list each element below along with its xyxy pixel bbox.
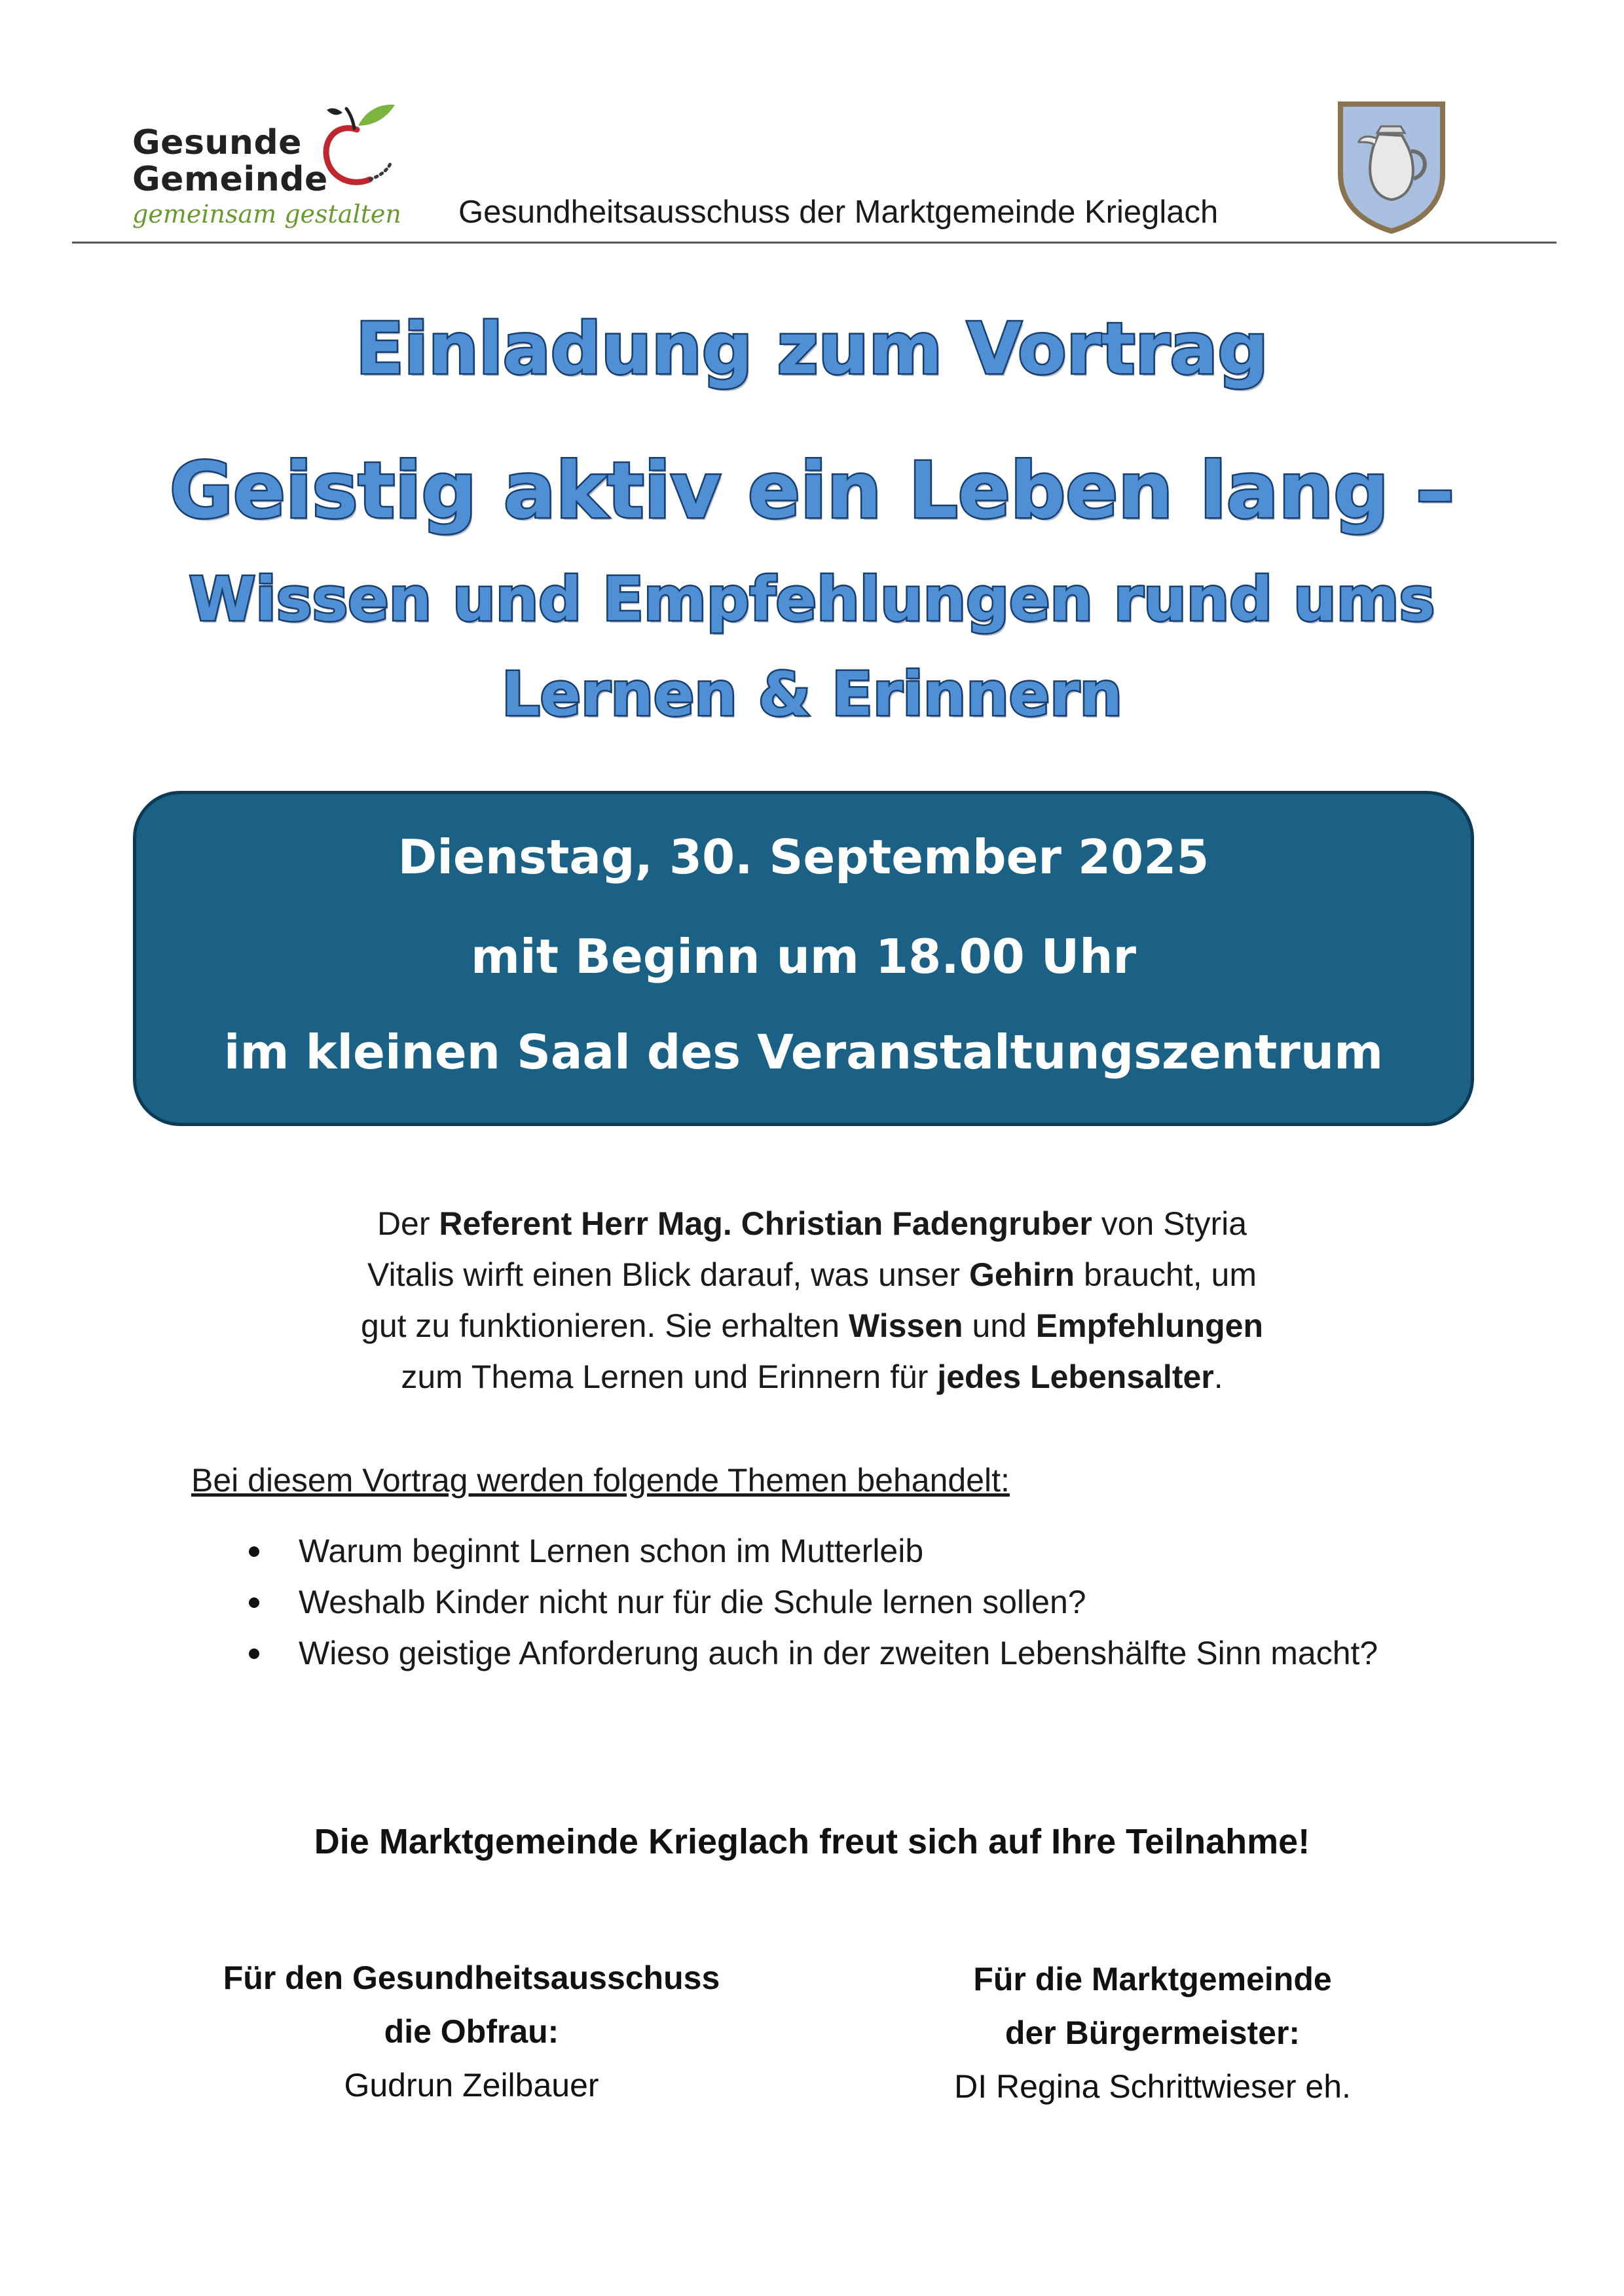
- signature-left-name: Gudrun Zeilbauer: [344, 2067, 599, 2104]
- bullet-icon: [249, 1649, 259, 1659]
- list-item: Warum beginnt Lernen schon im Mutterleib: [249, 1525, 1493, 1576]
- title-invitation: Einladung zum Vortrag: [356, 308, 1268, 390]
- header-subtitle: Gesundheitsausschuss der Marktgemeinde Krieglach: [458, 194, 1219, 230]
- event-date: Dienstag, 30. September 2025: [397, 829, 1209, 884]
- logo-word-gesunde: Gesunde: [132, 123, 302, 162]
- bullet-icon: [249, 1546, 259, 1557]
- intro-paragraph: [223, 1198, 1401, 1402]
- signature-left-title: die Obfrau:: [384, 2013, 559, 2050]
- closing-statement: Die Marktgemeinde Krieglach freut sich auf Ihre Teilnahme!: [314, 1822, 1310, 1861]
- signature-left-role: Für den Gesundheitsausschuss: [223, 1959, 720, 1996]
- topics-list: [249, 1525, 1493, 1679]
- title-subline-1: Wissen und Empfehlungen rund ums: [189, 564, 1435, 634]
- list-item: Weshalb Kinder nicht nur für die Schule lernen sollen?: [249, 1576, 1493, 1628]
- title-main: Geistig aktiv ein Leben lang –: [170, 445, 1454, 536]
- intro-line: Vitalis wirft einen Blick darauf, was unser Gehirn braucht, um: [367, 1256, 1257, 1293]
- logo-tagline: gemeinsam gestalten: [132, 200, 401, 228]
- coat-of-arms-jug-icon: [1333, 95, 1450, 236]
- list-item: Wieso geistige Anforderung auch in der zweiten Lebenshälfte Sinn macht?: [249, 1628, 1493, 1679]
- event-info-box: [133, 791, 1474, 1126]
- signature-right-name: DI Regina Schrittwieser eh.: [954, 2068, 1351, 2105]
- event-location: im kleinen Saal des Veranstaltungszentrum: [223, 1025, 1384, 1080]
- intro-line: Der Referent Herr Mag. Christian Fadengruber von Styria: [377, 1205, 1247, 1242]
- topics-heading: Bei diesem Vortrag werden folgende Themen behandelt:: [191, 1462, 1010, 1499]
- intro-line: gut zu funktionieren. Sie erhalten Wissen und Empfehlungen: [361, 1307, 1263, 1344]
- signature-right-title: der Bürgermeister:: [1005, 2014, 1301, 2051]
- bullet-icon: [249, 1597, 259, 1608]
- signature-right: [825, 1952, 1480, 2113]
- signature-left: [144, 1951, 799, 2112]
- signature-right-role: Für die Marktgemeinde: [973, 1961, 1332, 1997]
- logo-word-gemeinde: Gemeinde: [132, 160, 328, 199]
- gesunde-gemeinde-logo: [71, 98, 401, 236]
- intro-line: zum Thema Lernen und Erinnern für jedes Lebensalter.: [401, 1358, 1223, 1395]
- title-subline-2: Lernen & Erinnern: [501, 659, 1123, 729]
- event-time: mit Beginn um 18.00 Uhr: [470, 929, 1137, 984]
- header-divider: [72, 242, 1557, 244]
